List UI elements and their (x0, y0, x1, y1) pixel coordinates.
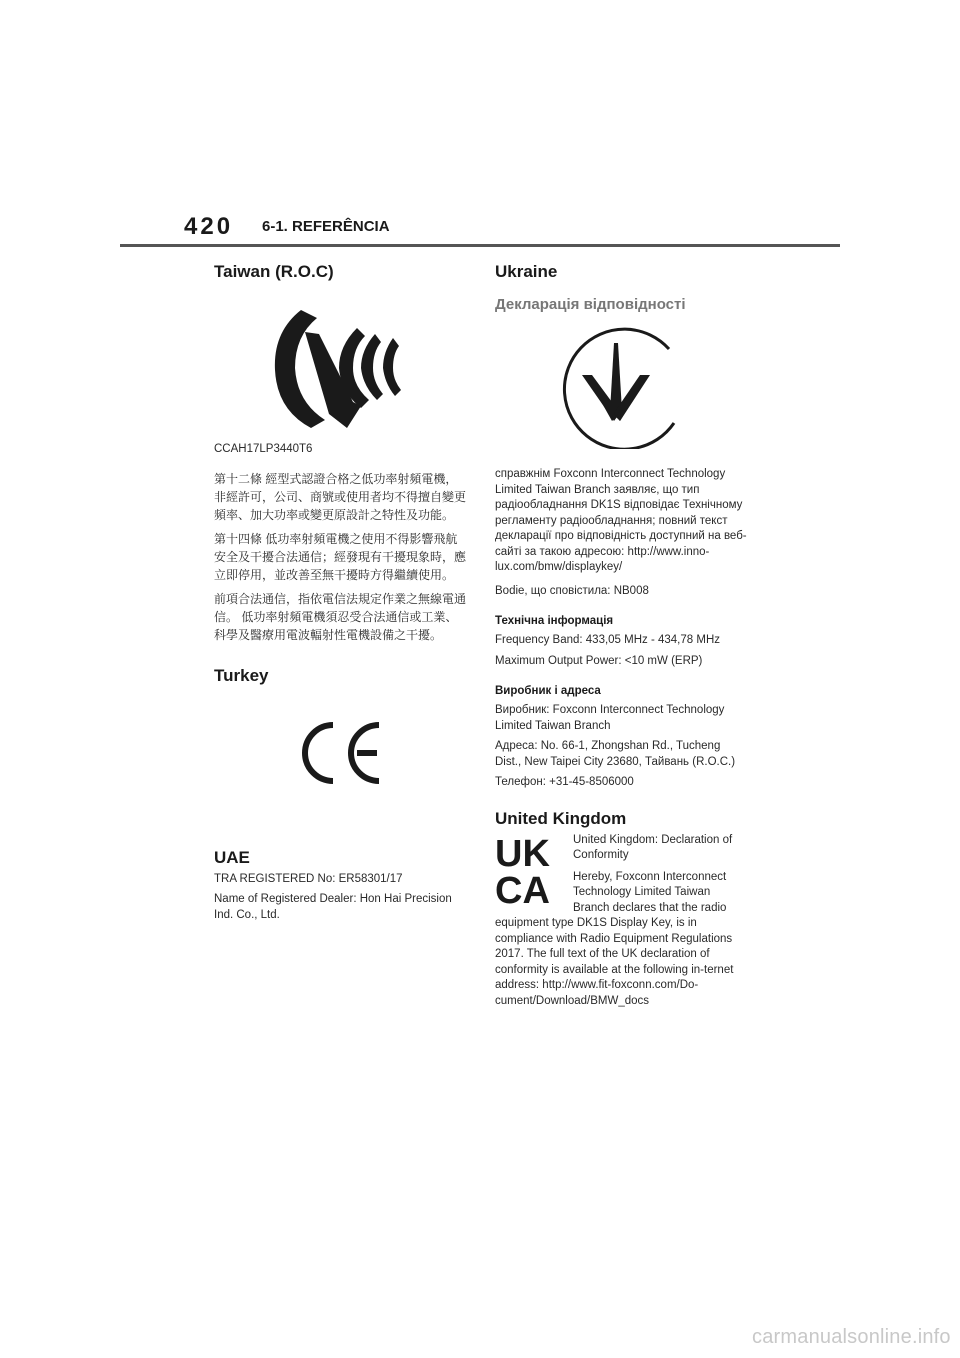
manufacturer-heading: Виробник і адреса (495, 685, 601, 697)
tech-info-paragraph: Maximum Output Power: <10 mW (ERP) (495, 654, 703, 667)
ukraine-subheading: Декларація відповідності (495, 296, 686, 313)
manufacturer-paragraph: Виробник: Foxconn Interconnect Technology Limited Taiwan Branch (495, 704, 725, 732)
ncc-logo-icon (214, 302, 466, 432)
ukraine-paragraph: справжнім Foxconn Interconnect Technology Limited Taiwan Branch заявляє, що тип радіообладнання DK1S відповідає Технічному регламенту радіообладнання; повний текст декларації про відповідність доступний на веб-сайті за такою адресою: http://www.inno-lux.com/bmw/displaykey/ (495, 468, 747, 573)
turkey-heading: Turkey (214, 665, 269, 685)
left-column (214, 262, 466, 928)
uk-heading: United Kingdom (495, 808, 627, 828)
taiwan-paragraph: 前項合法通信，指依電信法規定作業之無線電通信。 低功率射頻電機須忍受合法通信或工業、科學及醫療用電波輻射性電機設備之干擾。 (214, 591, 467, 642)
uae-heading: UAE (214, 847, 250, 867)
ukca-mark-icon (495, 835, 565, 905)
watermark: carmanualsonline.info (752, 1326, 951, 1348)
taiwan-paragraph: 第十四條 低功率射頻電機之使用不得影響飛航安全及干擾合法通信；經發現有干擾現象時，應立即停用，並改善至無干擾時方得繼續使用。 (214, 531, 467, 582)
ukraine-heading: Ukraine (495, 262, 558, 281)
uk-paragraph: Hereby, Foxconn Interconnect Technology Limited Taiwan Branch declares that the radio equipment type DK1S Display Key, is in compliance with Radio Equipment Regulations 2017. The full text of the UK declaration of conformity is available at the following in-ternet address: http://www.fit-foxconn.com/Do-cument/Download/BMW_docs (495, 870, 734, 1007)
taiwan-heading: Taiwan (R.O.C) (214, 262, 334, 281)
header-divider (120, 244, 840, 247)
taiwan-cert-code: CCAH17LP3440T6 (214, 443, 313, 455)
tech-info-heading: Технічна інформація (495, 615, 614, 627)
taiwan-paragraph: 第十二條 經型式認證合格之低功率射頻電機，非經許可，公司、商號或使用者均不得擅自變更頻率、加大功率或變更原設計之特性及功能。 (214, 471, 467, 522)
right-column (495, 262, 747, 1014)
manufacturer-paragraph: Телефон: +31-45-8506000 (495, 776, 634, 788)
uae-paragraph: Name of Registered Dealer: Hon Hai Precision Ind. Co., Ltd. (214, 893, 452, 921)
ukraine-conformity-mark-icon (495, 325, 747, 449)
page-number: 420 (184, 213, 234, 240)
section-title: 6-1. REFERÊNCIA (262, 218, 390, 235)
tech-info-paragraph: Frequency Band: 433,05 MHz - 434,78 MHz (495, 634, 721, 646)
uk-section (495, 833, 747, 1010)
uk-paragraph: United Kingdom: Declaration of Conformity (573, 833, 733, 861)
ukca-mark-text-uk: UK (495, 834, 550, 875)
ukca-mark-text-ca: CA (495, 869, 550, 905)
ce-mark-icon (214, 720, 466, 786)
ukraine-paragraph: Bodie, що сповістила: NB008 (495, 584, 649, 597)
uae-paragraph: TRA REGISTERED No: ER58301/17 (214, 872, 403, 885)
manufacturer-paragraph: Адреса: No. 66-1, Zhongshan Rd., Tucheng Dist., New Taipei City 23680, Тайвань (R.O.C.) (495, 740, 736, 768)
